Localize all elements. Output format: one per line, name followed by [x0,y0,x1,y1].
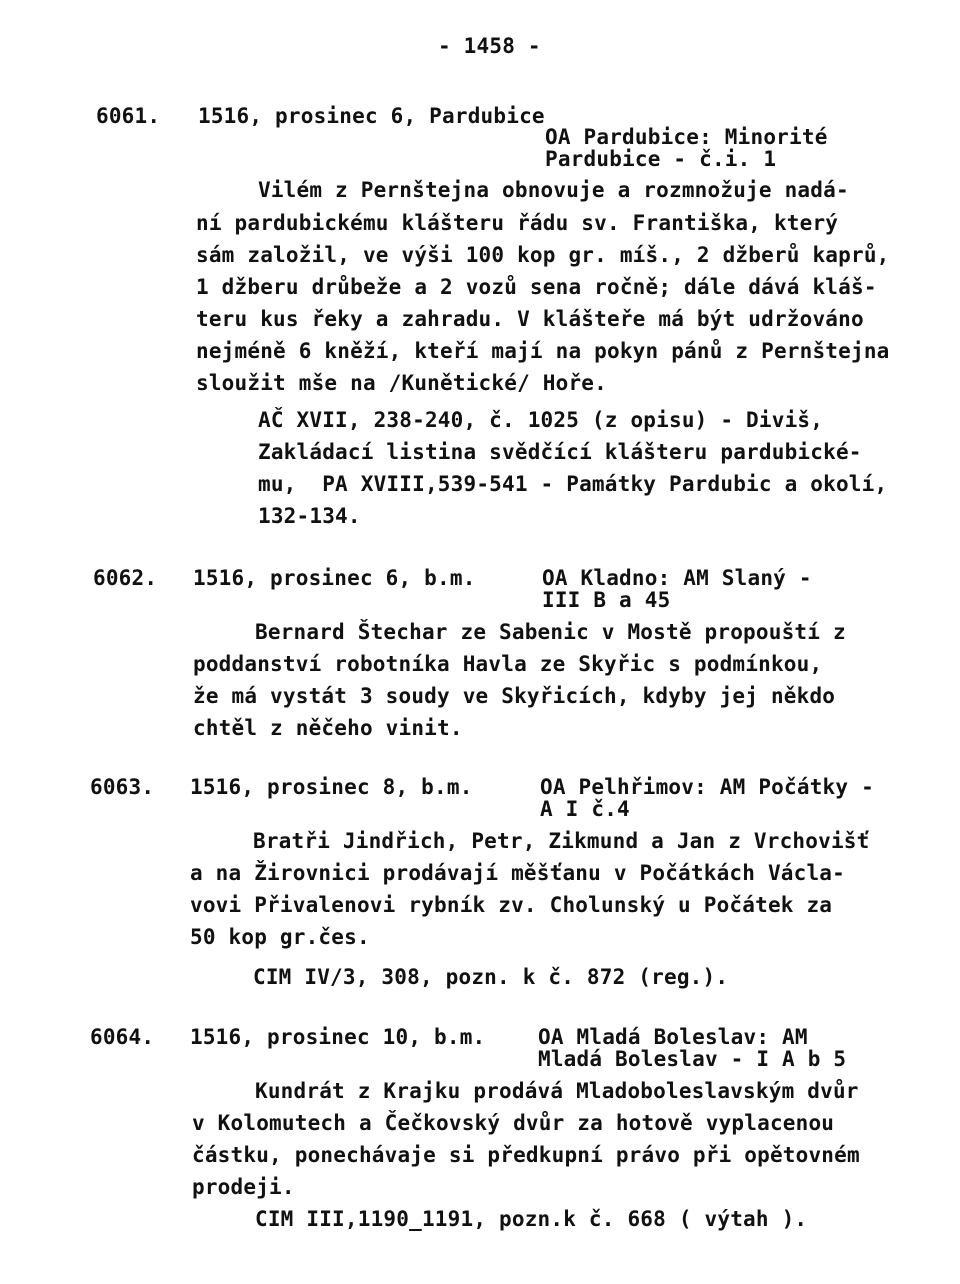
entry-number: 6061. [96,104,161,128]
body-line: 50 kop gr.čes. [190,925,370,949]
archive-line: OA Pelhřimov: AM Počátky - [540,775,874,799]
body-line: v Kolomutech a Čečkovský dvůr za hotově vyplacenou [192,1111,835,1135]
entry-number: 6064. [90,1025,155,1049]
archive-line: Mladá Boleslav - I A b 5 [538,1047,847,1071]
body-line: Kundrát z Krajku prodává Mladoboleslavským dvůr [255,1079,859,1103]
archive-line: OA Mladá Boleslav: AM [538,1025,808,1049]
body-line: Bratři Jindřich, Petr, Zikmund a Jan z Vrchovišť [253,829,870,853]
body-line: a na Žirovnici prodávají měšťanu v Počátkách Václa- [190,861,845,885]
body-line: částku, ponechávaje si předkupní právo při opětovném [192,1143,860,1167]
body-line: že má vystát 3 soudy ve Skyřicích, kdyby jej někdo [193,684,836,708]
archive-line: Pardubice - č.i. 1 [545,147,777,171]
entry-date: 1516, prosinec 6, Pardubice [198,104,545,128]
archive-line: A I č.4 [540,797,630,821]
body-line: sloužit mše na /Kunětické/ Hoře. [196,371,607,395]
body-line: sám založil, ve výši 100 kop gr. míš., 2 džberů kaprů, [196,243,890,267]
page-number: - 1458 - [438,34,541,58]
archive-line: III B a 45 [542,588,671,612]
body-line: ní pardubickému klášteru řádu sv. Františka, který [196,211,839,235]
reference-line: 132-134. [258,504,361,528]
reference-line: Zakládací listina svědčící klášteru pardubické- [258,440,862,464]
reference-line: CIM III,1190_1191, pozn.k č. 668 ( výtah ). [255,1207,808,1231]
entry-date: 1516, prosinec 8, b.m. [190,775,473,799]
body-line: prodeji. [192,1175,295,1199]
body-line: Vilém z Pernštejna obnovuje a rozmnožuje nadá- [258,178,849,202]
entry-date: 1516, prosinec 10, b.m. [190,1025,486,1049]
entry-number: 6062. [93,566,158,590]
entry-date: 1516, prosinec 6, b.m. [193,566,476,590]
body-line: vovi Přivalenovi rybník zv. Cholunský u Počátek za [190,893,833,917]
archive-line: OA Pardubice: Minorité [545,125,828,149]
body-line: teru kus řeky a zahradu. V klášteře má být udržováno [196,307,864,331]
reference-line: CIM IV/3, 308, pozn. k č. 872 (reg.). [253,965,729,989]
reference-line: mu, PA XVIII,539-541 - Památky Pardubic a okolí, [258,472,888,496]
body-line: poddanství robotníka Havla ze Skyřic s podmínkou, [193,652,823,676]
body-line: nejméně 6 kněží, kteří mají na pokyn pánů z Pernštejna [196,339,890,363]
entry-number: 6063. [90,775,155,799]
reference-line: AČ XVII, 238-240, č. 1025 (z opisu) - Diviš, [258,408,824,432]
body-line: Bernard Štechar ze Sabenic v Mostě propouští z [255,620,846,644]
body-line: chtěl z něčeho vinit. [193,716,463,740]
archive-line: OA Kladno: AM Slaný - [542,566,812,590]
body-line: 1 džberu drůbeže a 2 vozů sena ročně; dále dává kláš- [196,275,877,299]
